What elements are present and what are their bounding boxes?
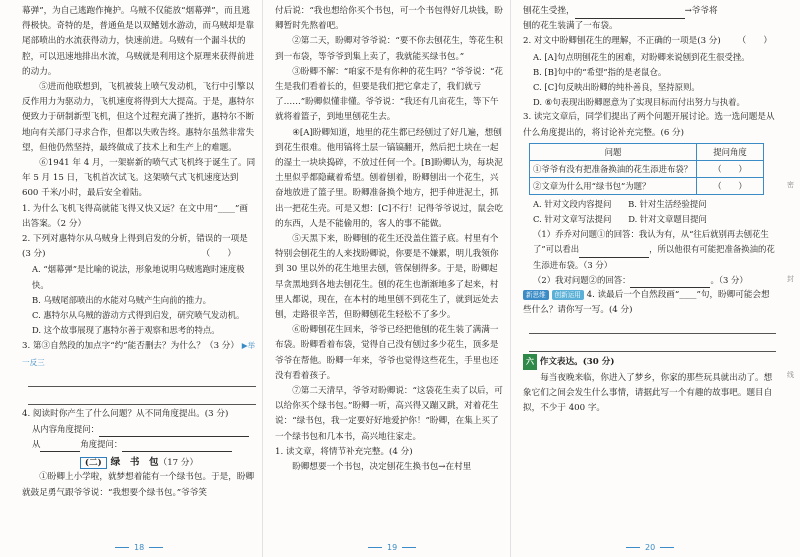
page-number: 18	[110, 543, 168, 552]
option-row	[523, 212, 776, 227]
question-1: 1. 读文章，将情节补充完整。(4 分)	[275, 446, 413, 457]
question-3	[22, 338, 256, 370]
table-header: 问题	[530, 143, 697, 160]
sub-question-1	[523, 227, 776, 273]
question-2	[22, 232, 256, 262]
composition-title: 作文表达。(30 分)	[539, 357, 615, 368]
option-b: B. [B]句中的“希望”指的是老鼠仓。	[533, 66, 667, 77]
answer-paren[interactable]: （ ）	[201, 249, 236, 260]
sub-question-text: （1）乔乔对问题①的回答：我认为有，从“往后就别再去刨花生了”可以看出	[533, 229, 769, 255]
question-4: 4. 阅读时你产生了什么问题？从不同角度提出。(3 分)	[22, 408, 229, 419]
paragraph: ④[A]盼卿知道，地里的花生都已经刨过了好几遍，想刨到花生很难。他用镐将土层一镐镐翻开，然后把土块在一起的湿土一块块捣碎，不放过任何一个。[B]盼卿认为，每块泥土里似乎都隐藏着希望。刨着刨着，盼卿刨出一个花生，兴奋地放进了篮子里。盼卿准备换个地方，把手伸进泥土，抓出一把花生壳。可是又想：[C]不行！记得爷爷说过，鼠会吃的东西，人是不能偷用的，客人的事不能做。	[275, 127, 504, 229]
answer-row	[22, 422, 256, 437]
option-d: D. ⑥句表现出盼卿愿意为了实现目标而付出努力与执着。	[533, 97, 745, 108]
table-header: 提问角度	[697, 143, 764, 160]
answer-prompt: 从内容角度提问：	[32, 424, 99, 435]
question-1: 1. 为什么飞机飞得高就能飞得又快又远？在文中用“____”画出答案。（2 分）	[22, 203, 248, 229]
section-name: 绿 书 包	[110, 457, 159, 469]
question-text: 4. 读最后一个自然段画“____”句，盼卿可能会想些什么？请你写一写。(4 分)	[523, 290, 770, 316]
question-2	[523, 34, 776, 49]
question-text: 3. 第③自然段的加点字“约”能否删去？为什么？（3 分）	[22, 341, 239, 352]
hint-tag: ▶举一反三	[22, 341, 256, 367]
paragraph: ⑤进而他联想到，飞机被装上喷气发动机，飞行中引擎以反作用力为驱动力，飞机速度将得到大大提高。于是，惠特尔便致力于研制新型飞机，但这个过程充满了挫折，惠特尔不断地向有关部门寻求合作，但都以失败告终。惠特尔虽然非常失望，但他仍然坚持，最终做成了技术上和生产上的难题。	[22, 82, 255, 153]
question-text: 2. 下列对惠特尔从乌贼身上得到启发的分析，错误的一项是(3 分)	[22, 234, 248, 260]
plot-chain: 盼卿想要一个书包，决定刨花生换书包→在村里	[292, 462, 472, 473]
question-table	[529, 143, 764, 195]
option-a: A. “烟幕弹”是比喻的说法，形象地说明乌贼逃跑时速度极快。	[32, 264, 245, 290]
binding-mark: 封	[787, 275, 794, 283]
paragraph: ⑤天黑下来，盼卿刨的花生还没盖住篮子底。村里有个特别会刨花生的人来找盼卿说，你要是不嫌累，明儿我领你到 30 里以外的花生地里去刨，管保刨得多。于是，盼卿起早贪黑地到各地去刨花生。刨的花生也渐渐地多了起来，村里人都说，现在，在本村的地里刨不到花生了，就到远处去刨，走路很辛苦，但盼卿刨花生轻松不了多少。	[275, 234, 499, 321]
option-c: C. [C]句反映出盼卿的纯朴善良，坚持原则。	[533, 82, 700, 93]
paragraph: ⑥盼卿刨花生回来，爷爷已经把他刨的花生装了满满一布袋。盼卿看着布袋，觉得自己没有刨过多少花生，顶多是爷爷在帮他。盼卿一年来，爷爷也觉得这些花生，手里也还没有看着孩子。	[275, 325, 499, 381]
option-d: D. 这个故事展现了惠特尔善于观察和思考的特点。	[32, 325, 220, 336]
answer-line[interactable]	[28, 371, 256, 387]
sub-question-text: 。（3 分）	[710, 274, 748, 285]
table-row	[530, 177, 764, 194]
page-number: 19	[363, 543, 421, 552]
option-c: C. 惠特尔从乌贼的游动方式得到启发，研究喷气发动机。	[32, 310, 245, 321]
question-text: 2. 对文中盼卿刨花生的理解，不正确的一项是(3 分)	[523, 36, 721, 47]
option-b: B. 针对生活经验提问	[628, 198, 707, 209]
answer-prompt: 角度提问：	[80, 439, 123, 450]
option-row	[523, 197, 776, 212]
plot-chain-cont	[523, 4, 776, 19]
page-number: 20	[621, 543, 679, 552]
paragraph: ②第二天，盼卿对爷爷说：“要不你去刨花生，等花生积到一布袋，等爷爷到集上卖了，我就能买绿书包。”	[275, 36, 503, 62]
section-title	[22, 454, 256, 468]
answer-blank[interactable]	[630, 277, 710, 288]
binding-mark: 密	[787, 181, 794, 189]
question-4	[523, 288, 776, 318]
answer-cell[interactable]: （ ）	[697, 160, 764, 177]
answer-row	[22, 437, 256, 452]
answer-prompt: 从	[32, 439, 41, 450]
question-3: 3. 读完文章后，同学们提出了两个问题开展讨论。选一选问题是从什么角度提出的，将讨论补充完整。(6 分)	[523, 112, 775, 138]
plot-chain-end: 刨的花生装满了一布袋。	[523, 21, 618, 32]
answer-line[interactable]	[529, 318, 776, 334]
answer-paren[interactable]: （ ）	[737, 36, 772, 47]
answer-blank[interactable]	[40, 441, 80, 452]
answer-cell[interactable]: （ ）	[697, 177, 764, 194]
binding-mark: 线	[787, 371, 794, 379]
table-header-row	[530, 143, 764, 160]
option-a: A. [A]句点明刨花生的困难，对盼卿来说刨到花生很受挫。	[533, 51, 750, 62]
paragraph: ⑥1941 年 4 月，一架崭新的喷气式飞机终于诞生了。同年 5 月 15 日，飞机首次试飞。这架喷气式飞机速度达到 600 千米/小时，最后安全着陆。	[22, 158, 256, 199]
composition-prompt: 每当夜晚来临，你进入了梦乡，你家的那些玩具就出动了。想象它们之间会发生什么事情，请据此写一个有趣的故事吧。题目自拟，不少于 400 字。	[523, 372, 773, 414]
section-score: （17 分）	[158, 458, 199, 469]
paragraph: ⑦第二天清早，爷爷对盼卿说：“这袋花生卖了以后，可以给你买个绿书包。”盼卿一听，高兴得又蹦又跳，对着花生说：“绿书包，我一定要好好地爱护你！”盼卿，在集上买了一个绿书包和几本书，高兴地往家走。	[275, 386, 503, 442]
answer-blank[interactable]	[122, 441, 232, 452]
answer-blank[interactable]	[99, 426, 249, 437]
paragraph: 幕弹”，为自己逃跑作掩护。乌贼不仅能放“烟幕弹”，而且逃得极快。奇特的是，普通鱼是以双鳍划水游动，而乌贼却是靠尾部喷出的水流获得动力，快速前进。乌贼有一个漏斗状的腔，可以迅速地排出水流，乌贼就是利用这个原理来获得前进的动力。	[22, 6, 255, 77]
table-cell: ②文章为什么用“绿书包”为题？	[530, 177, 697, 194]
paragraph: ①盼卿上小学啦，就梦想着能有一个绿书包。于是，盼卿就鼓足勇气跟爷爷说：“我想要个绿书包。”爷爷笑	[22, 472, 255, 498]
table-cell: ①爷爷有没有把准备换油的花生添进布袋？	[530, 160, 697, 177]
page-18	[0, 0, 262, 557]
plot-step: 刨花生受挫，	[523, 6, 575, 16]
option-b: B. 乌贼尾部喷出的水能对乌贼产生向前的推力。	[32, 294, 211, 305]
option-a: A. 针对文段内容提问	[533, 198, 612, 209]
page-20	[510, 0, 800, 557]
table-row	[530, 160, 764, 177]
answer-line[interactable]	[28, 389, 256, 405]
section-label: (二)	[80, 457, 107, 469]
answer-line[interactable]	[529, 336, 776, 352]
sub-question-text: ，所以他很有可能把准备换油的花生添进布袋。（3 分）	[533, 244, 775, 270]
paragraph: ③盼卿不解：“咱家不是有你种的花生吗？”爷爷说：“花生是我们看着长的，但要是我们把它拿走了，我们就亏了……”盼卿似懂非懂。爷爷说：“我还有几亩花生，等下午就将着篮子，到地里刨花生去。	[275, 66, 504, 123]
option-c: C. 针对文章写法提问	[533, 214, 612, 225]
answer-blank[interactable]	[579, 247, 649, 258]
plot-step: →爷爷将	[684, 6, 718, 16]
section-badge: 六	[523, 354, 537, 369]
paragraph: 付后说：“我也想给你买个书包，可一个书包得好几块钱，盼卿暂时先熬着吧。	[275, 6, 503, 32]
composition-heading	[523, 354, 776, 370]
tag-new-thinking: 新思维	[523, 290, 549, 300]
option-d: D. 针对文章题目提问	[628, 214, 707, 225]
sub-question-2	[523, 273, 776, 288]
sub-question-text: （2）我对问题②的回答：	[533, 274, 631, 285]
tag-creative-use: 创新运用	[552, 290, 584, 300]
answer-blank[interactable]	[575, 8, 685, 19]
page-19	[262, 0, 510, 557]
